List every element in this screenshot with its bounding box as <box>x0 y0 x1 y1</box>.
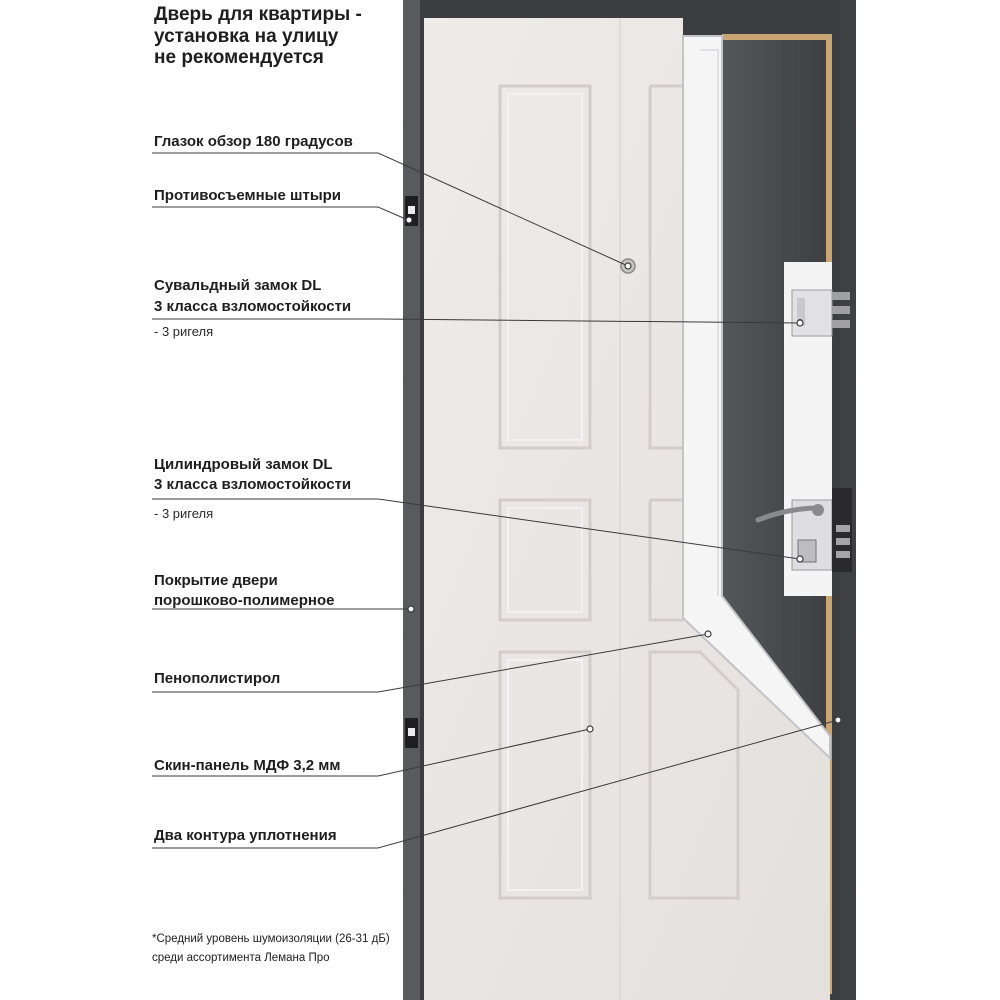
title-line: Дверь для квартиры - <box>154 4 362 25</box>
dot-two-seal-contours <box>835 717 841 723</box>
dot-powder-coating <box>408 606 414 612</box>
label-powder-coating-line2: порошково-полимерное <box>154 592 335 609</box>
dot-lever-lock <box>797 320 803 326</box>
dot-cylinder-lock <box>797 556 803 562</box>
label-cylinder-lock-line2: 3 класса взломостойкости <box>154 476 352 493</box>
footnote-line: *Средний уровень шумоизоляции (26-31 дБ) <box>152 933 390 945</box>
label-lever-lock-line1: Сувальдный замок DL <box>154 277 322 294</box>
label-powder-coating-line1: Покрытие двери <box>154 572 278 589</box>
label-lever-lock-bolts: - 3 ригеля <box>154 324 214 339</box>
label-mdf-skin-panel: Скин-панель МДФ 3,2 мм <box>154 757 341 774</box>
title-line: установка на улицу <box>154 25 339 47</box>
footnote <box>152 930 390 968</box>
dot-mdf-skin-panel <box>587 726 593 732</box>
label-two-seal-contours: Два контура уплотнения <box>154 827 337 844</box>
diagram-title <box>154 4 362 69</box>
title-line: не рекомендуется <box>154 47 324 68</box>
label-cylinder-lock-bolts: - 3 ригеля <box>154 506 214 521</box>
leader-anti-removal-pins <box>152 207 408 220</box>
label-anti-removal-pins: Противосъемные штыри <box>154 187 342 204</box>
dot-anti-removal-pins <box>406 217 412 223</box>
footnote-line: среди ассортимента Лемана Про <box>152 952 330 964</box>
label-lever-lock-line2: 3 класса взломостойкости <box>154 298 352 315</box>
dot-polystyrene-foam <box>705 631 711 637</box>
label-cylinder-lock-line1: Цилиндровый замок DL <box>154 456 333 473</box>
dot-peephole <box>625 263 631 269</box>
label-polystyrene-foam: Пенополистирол <box>154 670 281 687</box>
label-peephole: Глазок обзор 180 градусов <box>154 133 353 150</box>
